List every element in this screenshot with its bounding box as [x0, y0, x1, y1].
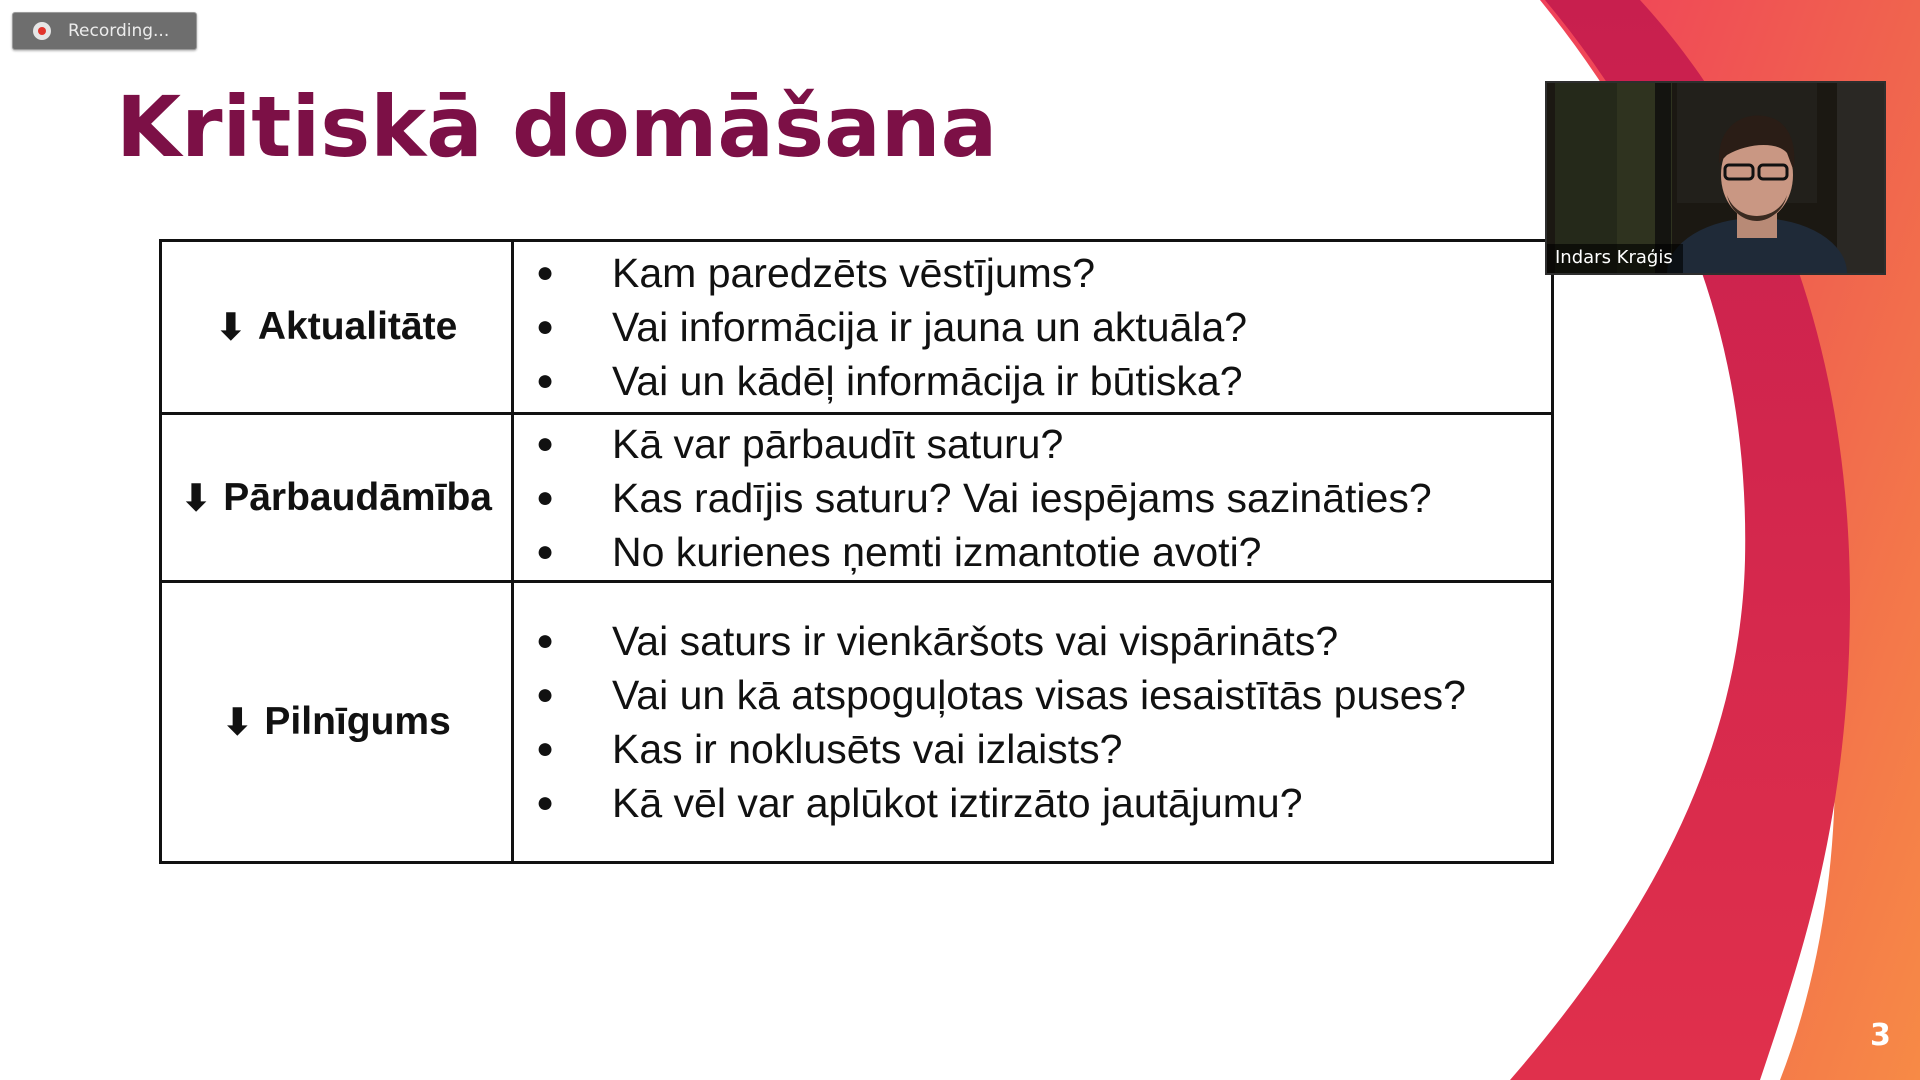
- bullet-icon: ●: [536, 364, 555, 397]
- question-text: Vai informācija ir jauna un aktuāla?: [612, 304, 1248, 350]
- criteria-table: [159, 239, 1554, 864]
- slide-title: Kritiskā domāšana: [116, 78, 998, 176]
- question-list: [514, 246, 1551, 408]
- criterion-label: Pilnīgums: [264, 700, 451, 743]
- list-item: [514, 246, 1551, 300]
- list-item: [514, 776, 1551, 830]
- table-row: [161, 241, 1553, 414]
- criterion-questions-cell: [513, 414, 1553, 582]
- bullet-icon: ●: [536, 426, 555, 460]
- bullet-icon: ●: [536, 534, 555, 568]
- recording-indicator[interactable]: [12, 12, 197, 50]
- arrow-down-icon: ⬇: [181, 476, 212, 518]
- question-text: Vai saturs ir vienkāršots vai vispārināts?: [612, 618, 1339, 664]
- question-list: [514, 614, 1551, 830]
- arrow-down-icon: ⬇: [215, 306, 246, 347]
- list-item: [514, 525, 1551, 579]
- criterion-label-cell: [161, 582, 513, 863]
- arrow-down-icon: ⬇: [222, 701, 253, 742]
- question-text: No kurienes ņemti izmantotie avoti?: [612, 528, 1262, 575]
- question-list: [514, 417, 1551, 579]
- question-text: Kas ir noklusēts vai izlaists?: [612, 726, 1123, 772]
- list-item: [514, 417, 1551, 471]
- question-text: Kā vēl var aplūkot iztirzāto jautājumu?: [612, 780, 1303, 826]
- question-text: Vai un kādēļ informācija ir būtiska?: [612, 358, 1243, 404]
- question-text: Kam paredzēts vēstījums?: [612, 250, 1096, 296]
- recording-label: Recording...: [68, 21, 170, 41]
- bullet-icon: ●: [536, 310, 555, 343]
- record-dot-icon: [33, 22, 51, 40]
- list-item: [514, 354, 1551, 408]
- criterion-questions-cell: [513, 582, 1553, 863]
- bullet-icon: ●: [536, 678, 555, 711]
- list-item: [514, 614, 1551, 668]
- criterion-label-cell: [161, 241, 513, 414]
- criterion-questions-cell: [513, 241, 1553, 414]
- list-item: [514, 722, 1551, 776]
- table-row: [161, 582, 1553, 863]
- table-row: [161, 414, 1553, 582]
- question-text: Kā var pārbaudīt saturu?: [612, 420, 1064, 467]
- bullet-icon: ●: [536, 624, 555, 657]
- question-text: Kas radījis saturu? Vai iespējams sazināties?: [612, 474, 1432, 521]
- criterion-label-cell: [161, 414, 513, 582]
- participant-video-tile[interactable]: [1545, 81, 1886, 275]
- criterion-label: Pārbaudāmība: [223, 475, 492, 519]
- criterion-label: Aktualitāte: [257, 305, 458, 348]
- list-item: [514, 471, 1551, 525]
- bullet-icon: ●: [536, 480, 555, 514]
- bullet-icon: ●: [536, 732, 555, 765]
- question-text: Vai un kā atspoguļotas visas iesaistītās puses?: [612, 672, 1466, 718]
- bullet-icon: ●: [536, 256, 555, 289]
- slide-number: 3: [1870, 1018, 1891, 1053]
- bullet-icon: ●: [536, 786, 555, 819]
- participant-name: Indars Kraģis: [1547, 244, 1683, 273]
- list-item: [514, 300, 1551, 354]
- list-item: [514, 668, 1551, 722]
